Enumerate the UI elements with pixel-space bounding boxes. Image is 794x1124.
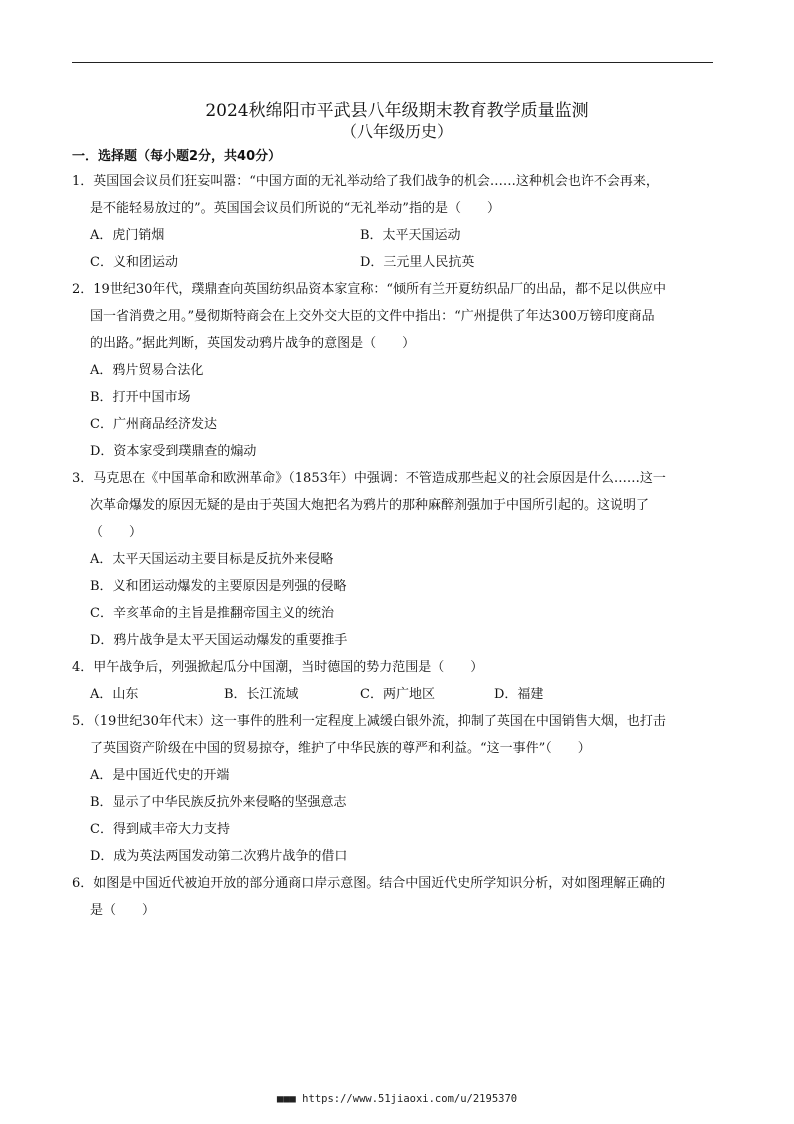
question-1-option-c: C．义和团运动	[90, 255, 178, 270]
top-rule	[72, 62, 713, 63]
question-2-stem-line-1: 2．19世纪30年代，璞鼎查向英国纺织品资本家宣称：“倾所有兰开夏纺织品厂的出品，都不足以供应中	[72, 282, 667, 297]
question-1-stem-line-2: 是不能轻易放过的”。英国国会议员们所说的“无礼举动”指的是（ ）	[90, 201, 500, 216]
question-3-option-d: D．鸦片战争是太平天国运动爆发的重要推手	[90, 633, 348, 648]
question-3-stem-line-1: 3．马克思在《中国革命和欧洲革命》（1853年）中强调：不管造成那些起义的社会原因是什么……这一	[72, 471, 666, 486]
exam-title: 2024秋绵阳市平武县八年级期末教育教学质量监测	[205, 101, 589, 121]
question-2-option-d: D．资本家受到璞鼎查的煽动	[90, 444, 257, 459]
question-4-option-d: D．福建	[494, 687, 544, 702]
question-5-option-d: D．成为英法两国发动第二次鸦片战争的借口	[90, 849, 348, 864]
question-5-option-c: C．得到咸丰帝大力支持	[90, 822, 230, 837]
question-4-stem: 4．甲午战争后，列强掀起瓜分中国潮，当时德国的势力范围是（ ）	[72, 660, 484, 675]
question-6-stem-line-1: 6．如图是中国近代被迫开放的部分通商口岸示意图。结合中国近代史所学知识分析，对如图理解正确的	[72, 876, 666, 891]
question-3-stem-line-3: （ ）	[90, 525, 143, 540]
question-5-stem-line-2: 了英国资产阶级在中国的贸易掠夺，维护了中华民族的尊严和利益。“这一事件”（ ）	[90, 741, 591, 756]
question-2-stem-line-3: 的出路。”据此判断，英国发动鸦片战争的意图是（ ）	[90, 336, 416, 351]
exam-subtitle: （八年级历史）	[340, 122, 453, 141]
question-1-option-b: B．太平天国运动	[360, 228, 461, 243]
question-5-option-a: A．是中国近代史的开端	[90, 768, 230, 783]
question-3-stem-line-2: 次革命爆发的原因无疑的是由于英国大炮把名为鸦片的那种麻醉剂强加于中国所引起的。这说明了	[90, 498, 650, 513]
question-1-option-d: D．三元里人民抗英	[360, 255, 475, 270]
footer-url: ■■■ https://www.51jiaoxi.com/u/2195370	[276, 1093, 518, 1105]
question-1-option-a: A．虎门销烟	[90, 228, 165, 243]
question-4-option-a: A．山东	[90, 687, 139, 702]
question-2-option-c: C．广州商品经济发达	[90, 417, 217, 432]
question-2-option-b: B．打开中国市场	[90, 390, 191, 405]
section-heading: 一．选择题（每小题2分，共40分）	[72, 149, 282, 164]
question-3-option-a: A．太平天国运动主要目标是反抗外来侵略	[90, 552, 334, 567]
question-1-stem-line-1: 1．英国国会议员们狂妄叫嚣：“中国方面的无礼举动给了我们战争的机会……这种机会也许不会再来，	[72, 174, 659, 189]
question-6-stem-line-2: 是（ ）	[90, 903, 156, 918]
question-5-stem-line-1: 5．（19世纪30年代末）这一事件的胜利一定程度上减缓白银外流，抑制了英国在中国销售大烟，也打击	[72, 714, 666, 729]
question-2-stem-line-2: 国一省消费之用。”曼彻斯特商会在上交外交大臣的文件中指出：“广州提供了年达300万镑印度商品	[90, 309, 655, 324]
question-3-option-c: C．辛亥革命的主旨是推翻帝国主义的统治	[90, 606, 334, 621]
question-3-option-b: B．义和团运动爆发的主要原因是列强的侵略	[90, 579, 347, 594]
question-4-option-c: C．两广地区	[360, 687, 435, 702]
question-2-option-a: A．鸦片贸易合法化	[90, 363, 204, 378]
question-4-option-b: B．长江流域	[224, 687, 299, 702]
question-5-option-b: B．显示了中华民族反抗外来侵略的坚强意志	[90, 795, 347, 810]
